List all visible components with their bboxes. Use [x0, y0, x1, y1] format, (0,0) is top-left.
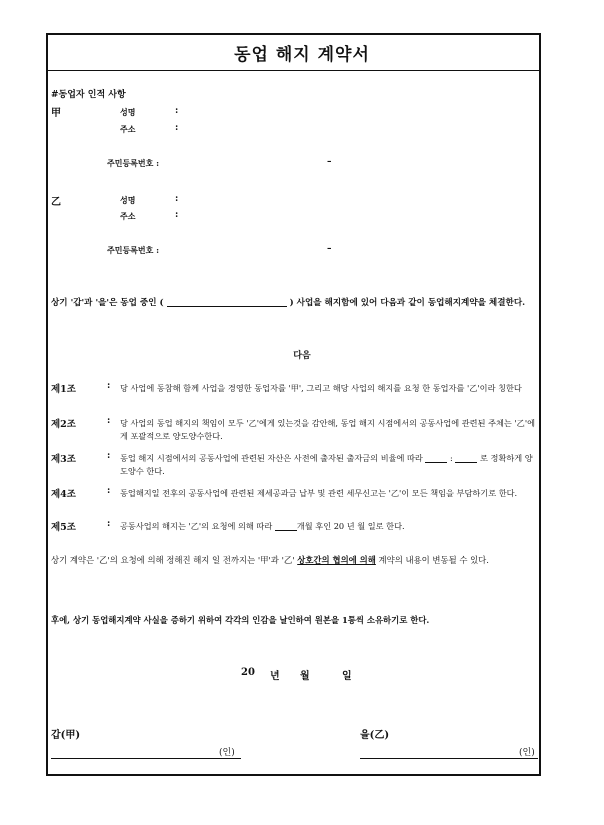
section-personal-heading: #동업자 인적 사항 — [51, 90, 126, 100]
months-blank[interactable] — [275, 522, 297, 531]
party-b-address-colon: : — [175, 210, 179, 220]
article-5-text-end: 개월 후인 20 년 월 일로 한다. — [296, 521, 405, 531]
party-b-signature-label: 을(乙) — [360, 730, 390, 741]
article-1-colon: : — [107, 381, 111, 391]
party-a-seal: (인) — [219, 748, 235, 758]
article-5-colon: : — [107, 519, 111, 529]
article-3-ratio-colon: : — [447, 453, 456, 463]
article-5-text-start: 공동사업의 해지는 '乙'의 요청에 의해 따라 — [120, 521, 275, 531]
intro-paragraph — [51, 296, 537, 310]
intro-text-start: 상기 '갑'과 '을'은 동업 중인 ( — [51, 298, 164, 308]
party-b-name-colon: : — [175, 194, 179, 204]
party-b-mark: 乙 — [51, 197, 61, 208]
article-4-number: 제4조 — [51, 489, 76, 500]
business-name-blank[interactable] — [167, 297, 287, 307]
party-b-seal: (인) — [519, 748, 535, 758]
party-a-id-dash: – — [327, 157, 332, 167]
article-3-text-end: 로 정확하게 양도양수 한다. — [120, 453, 533, 476]
party-a-signature-label: 갑(甲) — [51, 730, 81, 741]
article-1-text: 당 사업에 동참해 함께 사업을 경영한 동업자를 '甲', 그리고 해당 사업의 해지를 요청 한 동업자를 '乙'이라 칭한다 — [120, 383, 522, 393]
ratio-b-blank[interactable] — [455, 454, 477, 463]
title-divider — [46, 70, 541, 71]
note-text-start: 상기 계약은 '乙'의 요청에 의해 정해진 해지 일 전까지는 '甲'과 '乙' — [51, 555, 298, 565]
intro-text-end: ) 사업을 해지함에 있어 다음과 같이 동업해지계약을 체결한다. — [289, 298, 526, 308]
date-year-unit: 년 — [270, 671, 280, 682]
party-a-address-colon: : — [175, 123, 179, 133]
note-emphasis: 상호간의 협의에 의해 — [297, 555, 376, 565]
document-frame — [46, 33, 541, 776]
party-a-name-colon: : — [175, 106, 179, 116]
date-year: 20 — [241, 667, 255, 678]
party-b-id-label: 주민등록번호 : — [107, 245, 160, 255]
ratio-a-blank[interactable] — [425, 454, 447, 463]
article-3-number: 제3조 — [51, 454, 76, 465]
article-2-text: 당 사업의 동업 해지의 책임이 모두 '乙'에게 있는것을 감안해, 동업 해지 시점에서의 공동사업에 관련된 주체는 '乙'에게 포괄적으로 양도양수한다. — [120, 418, 536, 441]
article-1-number: 제1조 — [51, 384, 76, 395]
article-4-colon: : — [107, 486, 111, 496]
note-text-end: 계약의 내용이 변동될 수 있다. — [375, 555, 489, 565]
party-a-signature-line[interactable] — [51, 758, 241, 759]
article-5-text — [120, 520, 538, 533]
article-5-number: 제5조 — [51, 522, 76, 533]
article-3-colon: : — [107, 451, 111, 461]
party-b-id-dash: – — [327, 244, 332, 254]
party-b-address-label: 주소 — [120, 211, 136, 221]
party-a-mark: 甲 — [51, 108, 61, 119]
document-title: 동업 해지 계약서 — [234, 45, 370, 65]
next-heading: 다음 — [293, 351, 311, 361]
article-2-colon: : — [107, 416, 111, 426]
party-b-signature-line[interactable] — [360, 758, 538, 759]
closing-statement: 후에, 상기 동업해지계약 사실을 증하기 위하여 각각의 인감을 날인하여 원본을 1통씩 소유하기로 한다. — [51, 615, 430, 625]
date-day-unit: 일 — [342, 671, 352, 682]
article-4-text: 동업해지일 전후의 공동사업에 관련된 제세공과금 납부 및 관련 세무신고는 '乙'이 모든 책임을 부담하기로 한다. — [120, 488, 518, 498]
party-a-id-label: 주민등록번호 : — [107, 158, 160, 168]
date-month-unit: 월 — [300, 671, 310, 682]
party-a-address-label: 주소 — [120, 124, 136, 134]
amendment-note — [51, 553, 537, 567]
article-3-text-start: 동업 해지 시점에서의 공동사업에 관련된 자산은 사전에 출자된 출자금의 비율에 따라 — [120, 453, 426, 463]
article-2-number: 제2조 — [51, 419, 76, 430]
article-3-text — [120, 452, 538, 478]
party-a-name-label: 성명 — [120, 107, 136, 117]
party-b-name-label: 성명 — [120, 195, 136, 205]
